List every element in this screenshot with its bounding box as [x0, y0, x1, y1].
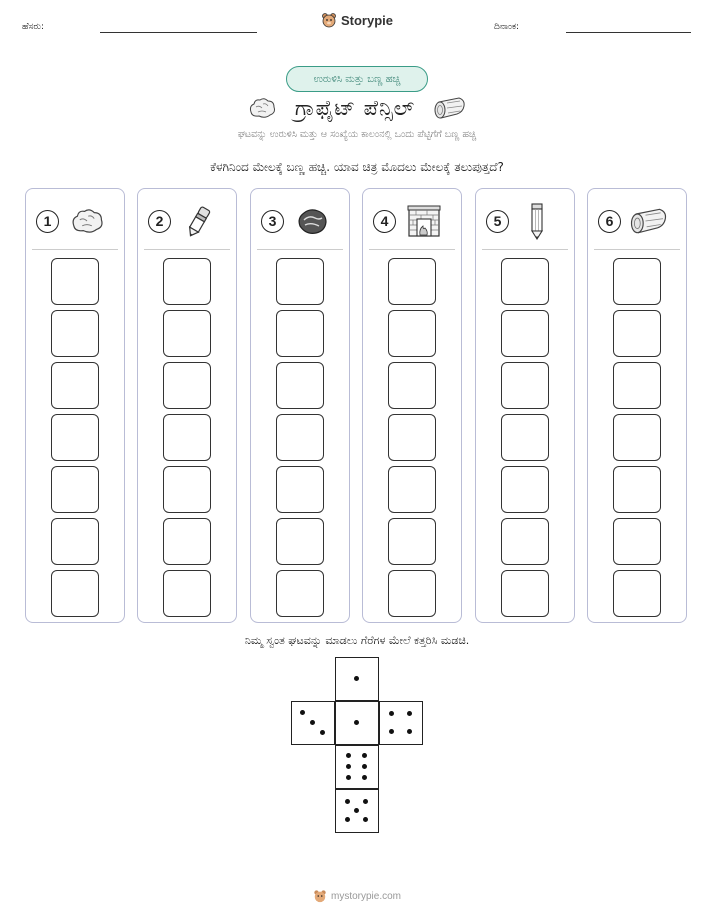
graphite-rock-icon	[67, 203, 107, 239]
color-box[interactable]	[613, 414, 661, 461]
page-title: ಗ್ರಾಫೈಟ್ ಪೆನ್ಸಿಲ್	[294, 95, 416, 120]
die-face-center	[335, 701, 379, 745]
fireplace-icon	[404, 203, 444, 239]
wood-log-icon	[433, 96, 467, 120]
color-box[interactable]	[276, 258, 324, 305]
color-box[interactable]	[501, 570, 549, 617]
fold-instruction: ನಿಮ್ಮ ಸ್ವಂತ ಘಟವನ್ನು ಮಾಡಲು ಗೆರೆಗಳ ಮೇಲೆ ಕತ್ತರಿಸಿ ಮಡಚಿ.	[244, 634, 470, 647]
column-2	[137, 188, 237, 623]
color-box[interactable]	[51, 258, 99, 305]
color-box[interactable]	[163, 362, 211, 409]
color-box[interactable]	[613, 466, 661, 513]
bear-mascot-icon	[313, 889, 327, 903]
color-box[interactable]	[388, 310, 436, 357]
color-box[interactable]	[163, 466, 211, 513]
pencil-eraser-icon	[179, 203, 219, 239]
color-box[interactable]	[51, 414, 99, 461]
color-box[interactable]	[613, 362, 661, 409]
die-pip	[407, 711, 412, 716]
die-pip	[354, 676, 359, 681]
column-divider	[32, 249, 118, 250]
die-pip	[354, 720, 359, 725]
color-box[interactable]	[501, 414, 549, 461]
color-box[interactable]	[388, 570, 436, 617]
die-face-lower	[335, 745, 379, 789]
column-4	[362, 188, 462, 623]
color-box[interactable]	[613, 258, 661, 305]
die-pip	[320, 730, 325, 735]
graphite-rock-icon	[247, 96, 277, 120]
footer	[0, 888, 714, 907]
color-box[interactable]	[501, 466, 549, 513]
die-pip	[345, 799, 350, 804]
column-divider	[482, 249, 568, 250]
column-divider	[369, 249, 455, 250]
color-box[interactable]	[388, 258, 436, 305]
color-box[interactable]	[276, 518, 324, 565]
name-line[interactable]	[100, 32, 257, 33]
color-box[interactable]	[388, 414, 436, 461]
color-box[interactable]	[51, 310, 99, 357]
instructions: ಘಟವನ್ನು ಉರುಳಿಸಿ ಮತ್ತು ಆ ಸಂಖ್ಯೆಯ ಕಾಲಂನಲ್ಲಿ ಒಂದು ಪೆಟ್ಟಿಗೆಗೆ ಬಣ್ಣ ಹಚ್ಚಿ	[237, 129, 477, 140]
color-box[interactable]	[501, 258, 549, 305]
die-pip	[345, 817, 350, 822]
wood-log-icon	[629, 203, 669, 239]
column-divider	[144, 249, 230, 250]
coal-lump-icon	[292, 203, 332, 239]
footer-site[interactable]: mystorypie.com	[330, 890, 401, 902]
color-box[interactable]	[501, 518, 549, 565]
column-number: 3	[261, 210, 284, 233]
color-box[interactable]	[276, 362, 324, 409]
die-pip	[346, 764, 351, 769]
color-box[interactable]	[51, 518, 99, 565]
die-pip	[310, 720, 315, 725]
die-pip	[363, 817, 368, 822]
die-pip	[362, 753, 367, 758]
question: ಕೆಳಗಿನಿಂದ ಮೇಲಕ್ಕೆ ಬಣ್ಣ ಹಚ್ಚಿ. ಯಾವ ಚಿತ್ರ ಮೊದಲು ಮೇಲಕ್ಕೆ ತಲುಪುತ್ತದೆ?	[210, 160, 504, 174]
color-box[interactable]	[276, 414, 324, 461]
column-1	[25, 188, 125, 623]
column-number: 1	[36, 210, 59, 233]
color-box[interactable]	[51, 570, 99, 617]
date-label: ದಿನಾಂಕ:	[494, 22, 520, 32]
bear-mascot-icon	[321, 12, 337, 28]
date-line[interactable]	[566, 32, 691, 33]
column-number: 4	[373, 210, 396, 233]
die-pip	[346, 775, 351, 780]
color-box[interactable]	[163, 518, 211, 565]
color-box[interactable]	[51, 362, 99, 409]
column-3	[250, 188, 350, 623]
pencil-icon	[517, 203, 557, 239]
die-pip	[407, 729, 412, 734]
column-divider	[257, 249, 343, 250]
column-divider	[594, 249, 680, 250]
activity-pill: ಉರುಳಿಸಿ ಮತ್ತು ಬಣ್ಣ ಹಚ್ಚಿ	[286, 66, 428, 92]
color-box[interactable]	[501, 310, 549, 357]
column-number: 6	[598, 210, 621, 233]
die-face-bottom	[335, 789, 379, 833]
color-box[interactable]	[276, 310, 324, 357]
die-pip	[354, 808, 359, 813]
color-box[interactable]	[163, 310, 211, 357]
die-face-left	[291, 701, 335, 745]
color-box[interactable]	[388, 362, 436, 409]
die-pip	[363, 799, 368, 804]
die-pip	[389, 729, 394, 734]
color-box[interactable]	[163, 414, 211, 461]
die-pip	[389, 711, 394, 716]
color-box[interactable]	[388, 518, 436, 565]
color-box[interactable]	[163, 570, 211, 617]
color-box[interactable]	[276, 466, 324, 513]
column-6	[587, 188, 687, 623]
brand-name: Storypie	[340, 12, 393, 28]
die-pip	[362, 764, 367, 769]
color-box[interactable]	[501, 362, 549, 409]
column-number: 2	[148, 210, 171, 233]
die-face-top	[335, 657, 379, 701]
brand-logo	[0, 12, 714, 32]
die-pip	[346, 753, 351, 758]
color-box[interactable]	[613, 518, 661, 565]
die-face-right	[379, 701, 423, 745]
color-box[interactable]	[163, 258, 211, 305]
column-5	[475, 188, 575, 623]
color-box[interactable]	[51, 466, 99, 513]
color-box[interactable]	[276, 570, 324, 617]
die-pip	[300, 710, 305, 715]
column-number: 5	[486, 210, 509, 233]
die-pip	[362, 775, 367, 780]
color-box[interactable]	[613, 570, 661, 617]
color-box[interactable]	[388, 466, 436, 513]
name-label: ಹೆಸರು:	[22, 22, 45, 32]
color-box[interactable]	[613, 310, 661, 357]
